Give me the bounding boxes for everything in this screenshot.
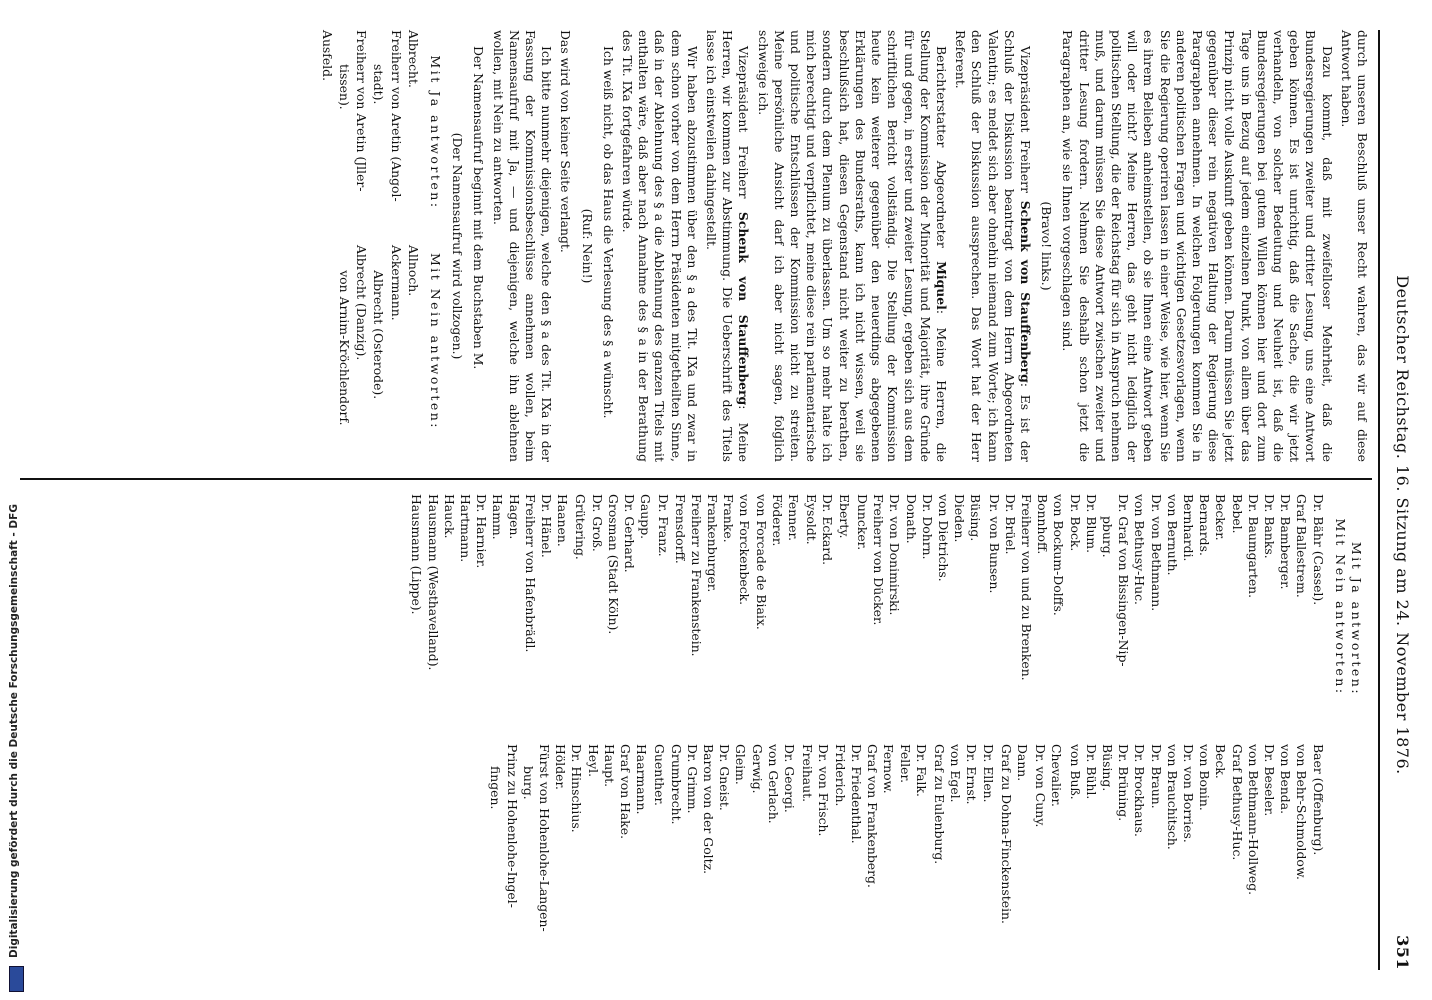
- page-number: 351: [1393, 935, 1412, 970]
- paragraph: [449, 30, 465, 462]
- paragraph: [1338, 30, 1370, 462]
- paragraph-text: Vizepräsident Freiherr: [736, 46, 752, 199]
- footer-credit: Digitalisierung gefördert durch die Deutsche Forschungsgemeinschaft - DFG: [8, 504, 20, 958]
- paragraph-text: (Ruf: Nein!): [579, 208, 595, 284]
- speech-text: : Meine Herren, wir kommen zur Abstimmung. Die Ueberschrift des Titels lasse ich einstweilen dahingestellt.: [704, 30, 752, 462]
- no-voter: von Egel.: [948, 744, 964, 803]
- yes-voter: Albrecht.: [405, 30, 421, 88]
- no-voter: Gerwig.: [749, 744, 765, 794]
- paragraph: [600, 30, 616, 462]
- yes-voter: Freiherr von und zu Brenken.: [1018, 494, 1034, 681]
- yes-voter: Hartmann.: [458, 494, 474, 563]
- yes-voter: Dr. Bamberger.: [1278, 494, 1294, 590]
- debate-text: [449, 30, 1370, 462]
- no-voter: Dr. von Frisch.: [816, 744, 832, 837]
- yes-voter: Dr. Graf von Bissingen-Nip-: [1116, 494, 1132, 667]
- paragraph-text: Ich weiß nicht, ob das Haus die Verlesung des § a wünscht.: [600, 46, 616, 419]
- paragraph-text: Ich bitte nunmehr diejenigen, welche den § a des Tit. IXa in der Fassung der Kommissionsbeschlüsse annehmen wollen, beim Namensaufruf mit Ja, — und diejenigen, welche ihn ablehnen wollen, mit Nein zu antworten.: [490, 30, 555, 462]
- yes-voter: Fenner.: [786, 494, 802, 542]
- no-voter: von Brauchitsch.: [1164, 744, 1180, 850]
- dfg-logo-icon: [9, 966, 24, 992]
- paragraph: [619, 30, 700, 462]
- no-voter: Graf von Hake.: [618, 744, 634, 840]
- yes-voter: Dr. von Bunsen.: [986, 494, 1002, 594]
- speaker-name: Schenk von Stauffenberg: [736, 211, 752, 406]
- no-voter: Freihaut.: [800, 744, 816, 803]
- yes-voter: Freiherr zu Frankenstein.: [688, 494, 704, 657]
- no-voter: Gleim.: [733, 744, 749, 785]
- yes-voter: Becker.: [1213, 494, 1229, 541]
- no-voter: Dr. Friedenthal.: [848, 744, 864, 844]
- no-voter: von Behr-Schmoldow.: [1294, 744, 1310, 880]
- vote-row: [319, 30, 335, 462]
- paragraph: [1059, 30, 1334, 462]
- yes-voter: Dr. Bock.: [1067, 494, 1083, 552]
- vote-row: [370, 30, 386, 462]
- no-voter: Baer (Offenburg).: [1310, 744, 1326, 856]
- no-voter: fingen.: [488, 766, 504, 810]
- paragraph: [470, 30, 486, 462]
- paragraph-text: Dazu kommt, daß mit zweifelloser Mehrheit, daß die Bundesregierungen zweiter und dritter Lesung, uns eine Antwort geben können. Es ist unrichtig, daß die Sache, die wir jetzt verhandeln, von solcher Bedeutung und Neuheit ist, daß die Bundesregierungen bei gutem Willen können hier und dort zum Tage uns in Bezug auf jedem einzelnen Punkt, von allem über das Prinzip nicht volle Auskunft geben können. Darum müssen Sie jetzt gegenüber dieser rein negativen Haltung der Regierung diese Paragraphen annehmen. In welchen Folgerungen kommen Sie in anderen politischen Fragen und wichtigen Gesetzesvorlagen, wenn Sie die Regierung operiren lassen in einer Weise, wie hier, wenn Sie es ihrem Belieben anheimstellen, ob sie Ihnen eine Antwort geben will oder nicht? Meine Herren, das geht nicht lediglich der politischen Stellung, die der Reichstag für sich in Anspruch nehmen muß, und darum müssen Sie diese Antwort zwischen zweiter und dritter Lesung fordern. Nehmen Sie deshalb schon jetzt die Paragraphen an, wie sie Ihnen vorgeschlagen sind.: [1060, 30, 1335, 462]
- no-voter: Prinz zu Hohenlohe-Ingel-: [504, 744, 520, 908]
- yes-voter: Franke.: [721, 494, 737, 543]
- no-voter: Dr. von Cuny.: [1033, 744, 1049, 828]
- yes-voter: Dr. Bähr (Cassel).: [1310, 494, 1326, 606]
- right-column: [408, 494, 1370, 970]
- yes-voter: Dr. von Donimirski.: [887, 494, 903, 616]
- yes-voter: Freiherr von Hafenbrädl.: [522, 494, 538, 653]
- vote-heading-no: Mit Nein antworten:: [428, 252, 444, 431]
- no-voter: Hölder.: [553, 744, 569, 790]
- yes-voter: von Forckenbeck.: [737, 494, 753, 606]
- no-voter: Albrecht (Osterode).: [371, 270, 387, 400]
- left-column: [318, 30, 1370, 462]
- no-voter: Dr. Grimm.: [684, 744, 700, 814]
- left-vote-headings: [427, 30, 443, 462]
- yes-voter: Bonnhoff.: [1035, 494, 1051, 555]
- yes-voter: Frankenburger.: [705, 494, 721, 593]
- speaker-name: Miquel: [933, 261, 949, 310]
- no-voter: von Gerlach.: [765, 744, 781, 824]
- paragraph-text: Das wird von keiner Seite verlangt.: [558, 30, 574, 253]
- yes-voter: Ausfeld.: [319, 30, 335, 82]
- yes-voter: Bernards.: [1197, 494, 1213, 556]
- yes-voter: von Bethusy-Huc.: [1132, 494, 1148, 605]
- right-vote-headings: [1332, 494, 1364, 970]
- vote-name-grid: [408, 494, 1325, 970]
- no-voter: Dr. Georgi.: [782, 744, 798, 813]
- no-vote-list: [408, 744, 1325, 970]
- yes-voter: Eberty.: [836, 494, 852, 539]
- paragraph-text: Der Namensaufruf beginnt mit dem Buchstaben M.: [471, 46, 487, 370]
- yes-voter: Bernhardi.: [1180, 494, 1196, 562]
- no-voter: Chevalier.: [1049, 744, 1065, 807]
- yes-voter: Dr. Franz.: [656, 494, 672, 557]
- paragraph: [754, 30, 948, 462]
- yes-voter: Föderer.: [769, 494, 785, 547]
- no-voter: Dann.: [1014, 744, 1030, 782]
- speaker-name: Schenk von Stauffenberg: [1017, 200, 1033, 383]
- no-voter: von Bonin.: [1197, 744, 1213, 811]
- no-voter: Fernow.: [881, 744, 897, 794]
- vote-row: [405, 30, 421, 462]
- yes-voter: Dr. Hänel.: [539, 494, 555, 558]
- no-voter: Graf zu Eulenburg.: [931, 744, 947, 865]
- yes-voter: Eysoldt.: [804, 494, 820, 545]
- yes-voter: Frensdorff.: [672, 494, 688, 564]
- no-voter: Dr. Falk.: [913, 744, 929, 797]
- yes-voter: Dr. Dohrn.: [919, 494, 935, 560]
- vote-row: [353, 30, 369, 462]
- yes-voter: von Forcade de Biaix.: [753, 494, 769, 630]
- yes-voter: Graf Ballestrem.: [1294, 494, 1310, 598]
- no-voter: Baron von der Goltz.: [701, 744, 717, 875]
- yes-voter: Freiherr von Aretin (Angol-: [388, 30, 404, 202]
- no-voter: Dr. Brockhaus.: [1132, 744, 1148, 837]
- paragraph-text: Wir haben abzustimmen über den § a des Tit. IXa und zwar in dem schon vorher von dem Herrn Präsidenten mitgetheilten Sinne, daß in der Ablehnung des § a die Ablehnung des ganzen Titels mit enthalten wäre, daß aber nach Annahme des § a in der Berathung des Tit. IXa fortgefahren würde.: [620, 30, 700, 462]
- paragraph: [489, 30, 554, 462]
- yes-voter: Dr. Harnier.: [474, 494, 490, 569]
- header-title: Deutscher Reichstag. 16. Sitzung am 24. November 1876.: [1393, 275, 1412, 775]
- no-voter: Dr. Bühl.: [1083, 744, 1099, 800]
- yes-voter: pburg.: [1099, 516, 1115, 558]
- yes-voter: Büsing.: [968, 494, 984, 542]
- paragraph-text: (Der Namensaufruf wird vollzogen.): [450, 132, 466, 360]
- left-vote-list: [319, 30, 421, 462]
- vote-heading-yes: Mit Ja antworten:: [1349, 541, 1364, 697]
- yes-voter: Hausmann (Lippe).: [409, 494, 425, 615]
- no-voter: Haarmann.: [634, 744, 650, 815]
- yes-voter: Grosman (Stadt Köln).: [605, 494, 621, 635]
- no-voter: [319, 245, 335, 445]
- no-voter: burg.: [520, 766, 536, 800]
- yes-voter: Hausmann (Westhavelland).: [425, 494, 441, 671]
- no-voter: von Benda.: [1278, 744, 1294, 815]
- no-voter: Ackermann.: [388, 245, 404, 321]
- yes-voter: tissen).: [337, 64, 353, 110]
- yes-voter: Dr. Banks.: [1261, 494, 1277, 559]
- no-voter: Friderich.: [832, 744, 848, 807]
- yes-voter: Dr. Brüel.: [1002, 494, 1018, 555]
- vote-heading-no: Mit Nein antworten:: [1332, 518, 1348, 696]
- yes-voter: Hamm.: [490, 494, 506, 540]
- paragraph: [557, 30, 573, 462]
- paragraph-text: Vizepräsident Freiherr: [1017, 46, 1033, 194]
- yes-voter: Donath.: [903, 494, 919, 544]
- vote-row: [387, 30, 403, 462]
- yes-voter: Dr. Baumgarten.: [1245, 494, 1261, 599]
- yes-voter: Gaupp.: [638, 494, 654, 540]
- no-voter: Dr. von Borries.: [1180, 744, 1196, 843]
- vote-row: [336, 30, 352, 462]
- yes-voter: Bebel.: [1229, 494, 1245, 534]
- header-rule: [1378, 30, 1380, 970]
- no-voter: Dr. Brüning.: [1116, 744, 1132, 822]
- no-voter: Beck.: [1213, 744, 1229, 779]
- yes-voter: Hauck.: [441, 494, 457, 539]
- yes-voter: Dieden.: [952, 494, 968, 543]
- yes-vote-list: [408, 494, 1325, 744]
- no-voter: Dr. Braun.: [1148, 744, 1164, 809]
- digitization-footer: [8, 0, 24, 1000]
- yes-voter: Hagen.: [506, 494, 522, 540]
- no-voter: Guenther.: [652, 744, 668, 806]
- no-voter: Graf Bethusy-Huc.: [1229, 744, 1245, 861]
- no-voter: von Arnim-Kröchlendorf.: [337, 270, 353, 426]
- no-voter: Haupt.: [601, 744, 617, 788]
- no-voter: Dr. Ellen.: [980, 744, 996, 803]
- paragraph-text: durch unseren Beschluß unser Recht wahren, das wir auf diese Antwort haben.: [1338, 30, 1370, 462]
- no-voter: Feller.: [897, 744, 913, 784]
- no-voter: Graf von Frankenberg.: [865, 744, 881, 888]
- no-voter: von Bethmann-Hollweg.: [1245, 744, 1261, 896]
- yes-voter: stadt).: [371, 64, 387, 105]
- paragraph-text: Berichterstatter Abgeordneter: [933, 46, 949, 248]
- yes-voter: Dr. von Bethmann.: [1148, 494, 1164, 612]
- paragraph: [1038, 30, 1054, 462]
- yes-voter: Dr. Blum.: [1083, 494, 1099, 554]
- yes-voter: von Bernuth.: [1164, 494, 1180, 576]
- no-voter: Dr. Gneist.: [717, 744, 733, 811]
- no-voter: Dr. Beseler.: [1261, 744, 1277, 817]
- yes-voter: Haanen.: [555, 494, 571, 547]
- no-voter: Heyl.: [585, 744, 601, 778]
- no-voter: Fürst von Hohenlohe-Langen-: [537, 744, 553, 932]
- no-voter: Albrecht (Danzig).: [354, 245, 370, 361]
- speech-text: : Meine Herren, die Stellung der Kommission der Minorität und Majorität, ihre Gründe für und gegen, in erster und zweiter Lesung, ergeben sich aus dem schriftlichen Bericht vollständig. Die Stellung der Kommission heute kein weiterer gegenüber den neuerdings abgegebenen Erklärungen des Bundesraths, kann ich nicht wissen, weil sie beschlußsich hat, diesen Gegenstand nicht weiter zu berathen, sondern durch dem Plenum zu überlassen. Um so mehr halte ich mich berechtigt und verpflichtet, meine diese rein parlamentarische und politische Entschlüssen der Kommission nicht zu streiten. Meine persönliche Ansicht darf ich aber nicht sagen, folglich schweige ich.: [755, 30, 949, 462]
- paragraph-text: (Bravo! links.): [1039, 201, 1055, 291]
- yes-voter: Duncker.: [854, 494, 870, 551]
- yes-voter: Freiherr von Aretin (Jller-: [354, 30, 370, 192]
- no-voter: Dr. Ernst.: [964, 744, 980, 805]
- no-voter: Grumbrecht.: [668, 744, 684, 825]
- yes-voter: von Bockum-Dolffs.: [1051, 494, 1067, 616]
- yes-voter: Dr. Groß.: [589, 494, 605, 552]
- column-divider: [20, 478, 1372, 480]
- yes-voter: von Dietrichs.: [935, 494, 951, 582]
- vote-heading-yes: Mit Ja antworten:: [428, 55, 444, 210]
- speech-text: : Es ist der Schluß der Diskussion beantragt von dem Herrn Abgeordneten Valentin; es meldet sich aber ohnehin niemand zum Worte; ich kann den Schluß der Diskussion aussprechen. Das Wort hat der Herr Referent.: [953, 30, 1033, 462]
- yes-voter: Dr. Gerhard.: [622, 494, 638, 573]
- no-voter: Dr. Hinschius.: [569, 744, 585, 833]
- paragraph: [703, 30, 752, 462]
- no-voter: Allnoch.: [405, 245, 421, 297]
- no-voter: Graf zu Dohna-Finckenstein.: [998, 744, 1014, 924]
- paragraph: [578, 30, 594, 462]
- no-voter: von Buß.: [1067, 744, 1083, 800]
- yes-voter: Freiherr von Dücker.: [871, 494, 887, 626]
- yes-voter: Grütering.: [573, 494, 589, 560]
- no-voter: Büsing.: [1099, 744, 1115, 792]
- yes-voter: Dr. Eckard.: [820, 494, 836, 566]
- page-header: [1382, 30, 1412, 970]
- paragraph: [952, 30, 1033, 462]
